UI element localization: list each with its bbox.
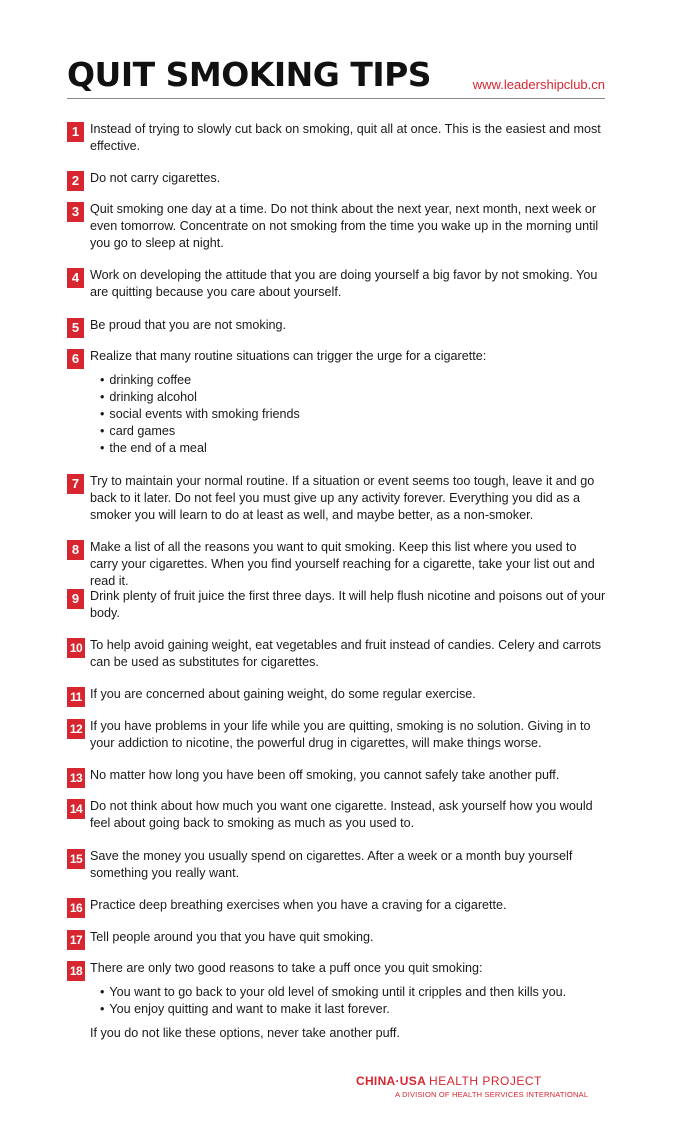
tip-text: If you have problems in your life while you are quitting, smoking is no solution. Giving in to your addiction to nicotine, the powerful drug in cigarettes, will make things worse. [90,719,591,750]
tip-item [67,767,607,784]
tip-number-badge: 16 [67,898,85,918]
tip-item [67,201,607,252]
tip-text: Tell people around you that you have quit smoking. [90,930,374,944]
tip-item [67,960,607,1042]
tip-text: No matter how long you have been off smoking, you cannot safely take another puff. [90,768,560,782]
tip-number-badge: 6 [67,349,84,369]
closing-text: If you do not like these options, never take another puff. [90,1026,400,1040]
tip-item [67,897,607,914]
tip-text: If you are concerned about gaining weight, do some regular exercise. [90,687,476,701]
tip-text: Try to maintain your normal routine. If a situation or event seems too tough, leave it and go back to it later. Do not feel you must give up any activity forever. Everything you did as a smoker you will learn to do at least as well, and maybe better, as a non-smoker. [90,474,595,522]
tip-item [67,798,607,832]
tip-item [67,539,607,590]
tip-number-badge: 17 [67,930,85,950]
tip-text: There are only two good reasons to take a puff once you quit smoking: [90,961,483,975]
list-item: • drinking alcohol [100,389,607,406]
tip-item [67,637,607,671]
brand-main: CHINA·USA [356,1074,427,1088]
tip-text: Quit smoking one day at a time. Do not think about the next year, next month, next week or even tomorrow. Concentrate on not smoking from the time you wake up in the morning until you go to sleep at night. [90,202,599,250]
tip-text: Make a list of all the reasons you want to quit smoking. Keep this list where you used to carry your cigarettes. When you find yourself reaching for a cigarette, take your list out and read it. [90,540,595,588]
tip-item [67,473,607,524]
list-item: • drinking coffee [100,372,607,389]
tip-text: To help avoid gaining weight, eat vegetables and fruit instead of candies. Celery and carrots can be used as substitutes for cigarettes. [90,638,602,669]
page-title: QUIT SMOKING TIPS [67,55,432,94]
tip-text: Do not carry cigarettes. [90,171,221,185]
tip-number-badge: 9 [67,589,84,609]
tip-item [67,121,607,155]
division-text: A DIVISION OF HEALTH SERVICES INTERNATIONAL [395,1090,589,1099]
tip-number-badge: 14 [67,799,85,819]
tip-number-badge: 10 [67,638,85,658]
tip-text: Work on developing the attitude that you are doing yourself a big favor by not smoking. You are quitting because you care about yourself. [90,268,598,299]
tip-text: Instead of trying to slowly cut back on smoking, quit all at once. This is the easiest and most effective. [90,122,601,153]
list-item: • You want to go back to your old level of smoking until it cripples and then kills you. [100,984,607,1001]
tip-number-badge: 3 [67,202,84,222]
tip-number-badge: 2 [67,171,84,191]
tip-number-badge: 15 [67,849,85,869]
list-item: • the end of a meal [100,440,607,457]
tip-item [67,686,607,703]
tip-number-badge: 1 [67,122,84,142]
tip-number-badge: 18 [67,961,85,981]
tip-item [67,267,607,301]
brand-line [356,1073,596,1089]
page-header [67,56,605,99]
tip-number-badge: 13 [67,768,85,788]
tip-item [67,929,607,946]
list-item: • card games [100,423,607,440]
list-item: • You enjoy quitting and want to make it last forever. [100,1001,607,1018]
brand-sub: HEALTH PROJECT [429,1074,542,1088]
tip-number-badge: 12 [67,719,85,739]
tip-number-badge: 4 [67,268,84,288]
website-url: www.leadershipclub.cn [472,77,605,92]
tip-number-badge: 11 [67,687,85,707]
tip-number-badge: 5 [67,318,84,338]
tip-item [67,317,607,334]
tip-item [67,588,607,622]
footer-logo [356,1073,596,1101]
tip-item [67,170,607,187]
tip-number-badge: 8 [67,540,84,560]
tip-number-badge: 7 [67,474,84,494]
tip-item [67,718,607,752]
tip-text: Do not think about how much you want one cigarette. Instead, ask yourself how you would feel about going back to smoking as much as you used to. [90,799,593,830]
tip-item [67,348,607,457]
tip-item [67,848,607,882]
tip-text: Realize that many routine situations can trigger the urge for a cigarette: [90,349,487,363]
trigger-list [100,372,607,457]
tip-text: Be proud that you are not smoking. [90,318,287,332]
reasons-list [100,984,607,1018]
tip-text: Drink plenty of fruit juice the first three days. It will help flush nicotine and poisons out of your body. [90,589,606,620]
tip-text: Save the money you usually spend on cigarettes. After a week or a month buy yourself something you really want. [90,849,573,880]
list-item: • social events with smoking friends [100,406,607,423]
tip-text: Practice deep breathing exercises when you have a craving for a cigarette. [90,898,507,912]
